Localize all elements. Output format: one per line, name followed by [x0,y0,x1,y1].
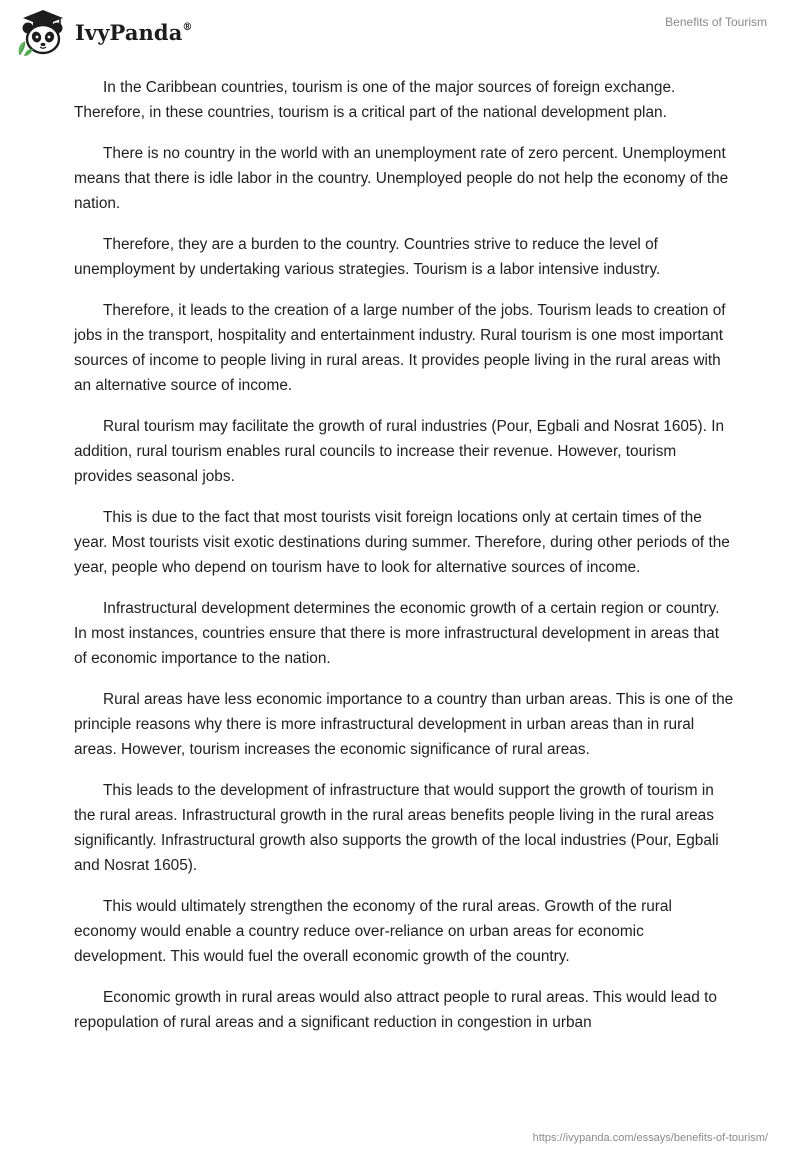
paragraph: In the Caribbean countries, tourism is one of the major sources of foreign exchange. Therefore, in these countries, tourism is a critical part of the national development plan. [74,79,676,121]
registered-mark: ® [182,22,193,33]
paragraph: Rural areas have less economic importance to a country than urban areas. This is one of the principle reasons why there is more infrastructural development in urban areas than in rural areas. However, tourism increases the economic significance of rural areas. [74,691,734,758]
source-url-link[interactable]: https://ivypanda.com/essays/benefits-of-tourism/ [532,1132,768,1144]
brand-name-text: IvyPanda [75,20,183,45]
page-header [0,0,800,60]
paragraph: Economic growth in rural areas would also attract people to rural areas. This would lead to repopulation of rural areas and a significant reduction in congestion in urban [74,989,717,1031]
paragraph: Therefore, they are a burden to the country. Countries strive to reduce the level of unemployment by undertaking various strategies. Tourism is a labor intensive industry. [74,236,661,278]
document-title: Benefits of Tourism [665,15,767,29]
paragraph: This leads to the development of infrastructure that would support the growth of tourism in the rural areas. Infrastructural growth in the rural areas benefits people living in the rural areas significantly. Infrastructural growth also supports the growth of the local industries (Pour, Egbali and Nosrat 1605). [74,782,719,874]
paragraph: This is due to the fact that most tourists visit foreign locations only at certain times of the year. Most tourists visit exotic destinations during summer. Therefore, during other periods of the year, people who depend on tourism have to look for alternative sources of income. [74,509,730,576]
panda-logo-icon [14,7,68,57]
paragraph: This would ultimately strengthen the economy of the rural areas. Growth of the rural economy would enable a country reduce over-reliance on urban areas for economic development. This would fuel the overall economic growth of the country. [74,898,672,965]
brand-name [75,20,193,45]
essay-body [74,75,734,1051]
paragraph: Infrastructural development determines the economic growth of a certain region or country. In most instances, countries ensure that there is more infrastructural development in areas that of economic importance to the nation. [74,600,720,667]
ivypanda-logo[interactable] [14,7,193,57]
paragraph: Therefore, it leads to the creation of a large number of the jobs. Tourism leads to creation of jobs in the transport, hospitality and entertainment industry. Rural tourism is one most important sources of income to people living in rural areas. It provides people living in the rural areas with an alternative source of income. [74,302,726,394]
paragraph: Rural tourism may facilitate the growth of rural industries (Pour, Egbali and Nosrat 1605). In addition, rural tourism enables rural councils to increase their revenue. However, tourism provides seasonal jobs. [74,418,725,485]
paragraph: There is no country in the world with an unemployment rate of zero percent. Unemployment means that there is idle labor in the country. Unemployed people do not help the economy of the nation. [74,145,729,212]
